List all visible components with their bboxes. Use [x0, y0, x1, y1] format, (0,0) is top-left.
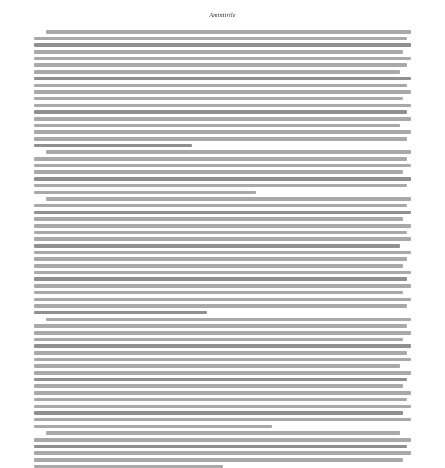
text-line	[34, 37, 407, 41]
text-line	[34, 84, 407, 88]
text-line	[34, 451, 411, 455]
text-line	[34, 324, 407, 328]
text-line	[34, 191, 256, 195]
text-line	[34, 371, 411, 375]
text-line	[34, 378, 407, 382]
text-line	[34, 211, 411, 215]
text-line	[34, 391, 411, 395]
text-line	[34, 445, 407, 449]
text-line	[34, 130, 411, 134]
text-line	[34, 284, 411, 288]
text-line	[34, 257, 407, 261]
body-text	[34, 30, 411, 468]
text-line	[34, 364, 400, 368]
text-line	[46, 30, 411, 34]
text-line	[34, 425, 272, 429]
text-line	[34, 438, 411, 442]
text-line	[34, 124, 400, 128]
text-line	[34, 224, 411, 228]
text-line	[34, 177, 411, 181]
text-line	[34, 251, 411, 255]
text-line	[34, 43, 411, 47]
text-line	[34, 405, 411, 409]
text-line	[34, 50, 403, 54]
running-title: Amintirile	[209, 13, 236, 19]
text-line	[34, 231, 407, 235]
text-line	[34, 458, 403, 462]
text-line	[34, 304, 407, 308]
paragraph	[34, 431, 411, 468]
text-line	[34, 237, 411, 241]
paragraph	[34, 318, 411, 429]
text-line	[46, 318, 411, 322]
text-line	[34, 244, 400, 248]
text-line	[34, 344, 411, 348]
text-line	[34, 338, 403, 342]
text-line	[34, 144, 192, 148]
text-line	[34, 164, 411, 168]
text-line	[34, 57, 411, 61]
page-header	[34, 12, 411, 24]
text-line	[46, 150, 411, 154]
text-line	[46, 197, 411, 201]
text-line	[34, 70, 400, 74]
text-line	[34, 63, 407, 67]
text-line	[34, 331, 411, 335]
text-line	[34, 184, 407, 188]
text-line	[34, 291, 403, 295]
text-line	[34, 157, 407, 161]
paragraph	[34, 150, 411, 194]
paragraph	[34, 30, 411, 147]
text-line	[34, 137, 407, 141]
text-line	[46, 431, 400, 435]
text-line	[34, 411, 403, 415]
text-line	[34, 204, 407, 208]
text-line	[34, 351, 407, 355]
text-line	[34, 264, 403, 268]
text-line	[34, 358, 411, 362]
text-line	[34, 271, 411, 275]
text-line	[34, 398, 407, 402]
text-line	[34, 117, 411, 121]
text-line	[34, 90, 411, 94]
text-line	[34, 384, 403, 388]
text-line	[34, 110, 407, 114]
text-line	[34, 170, 403, 174]
text-line	[34, 311, 207, 315]
text-line	[34, 277, 407, 281]
paragraph	[34, 197, 411, 314]
text-line	[34, 104, 411, 108]
text-line	[34, 97, 403, 101]
text-line	[34, 418, 411, 422]
text-line	[34, 77, 411, 81]
text-line	[34, 217, 403, 221]
text-line	[34, 298, 411, 302]
